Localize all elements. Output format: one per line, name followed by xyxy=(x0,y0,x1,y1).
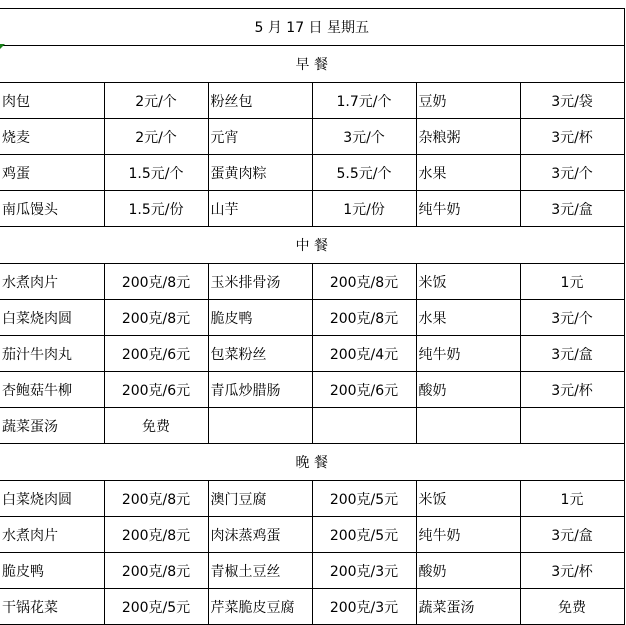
dish-name: 芹菜脆皮豆腐 xyxy=(208,589,312,625)
dish-name: 蔬菜蛋汤 xyxy=(416,589,520,625)
breakfast-heading: 早 餐 xyxy=(0,46,624,83)
dish-price xyxy=(520,408,624,444)
dish-price: 3元/个 xyxy=(312,119,416,155)
dish-price: 2元/个 xyxy=(104,119,208,155)
dish-name: 南瓜馒头 xyxy=(0,191,104,227)
dish-name: 蔬菜蛋汤 xyxy=(0,408,104,444)
dish-price: 200克/6元 xyxy=(104,372,208,408)
menu-row xyxy=(0,481,624,517)
dish-name: 酸奶 xyxy=(416,553,520,589)
dish-name: 纯牛奶 xyxy=(416,517,520,553)
dish-name: 蛋黄肉粽 xyxy=(208,155,312,191)
dish-name: 干锅花菜 xyxy=(0,589,104,625)
dish-price: 3元/盒 xyxy=(520,191,624,227)
menu-row xyxy=(0,191,624,227)
dish-name: 鸡蛋 xyxy=(0,155,104,191)
dish-name: 澳门豆腐 xyxy=(208,481,312,517)
dish-price: 200克/8元 xyxy=(104,264,208,300)
dish-price: 免费 xyxy=(104,408,208,444)
dish-name: 水果 xyxy=(416,300,520,336)
dish-name: 米饭 xyxy=(416,264,520,300)
dish-name: 玉米排骨汤 xyxy=(208,264,312,300)
dish-price: 3元/杯 xyxy=(520,119,624,155)
menu-row xyxy=(0,408,624,444)
dish-name: 茄汁牛肉丸 xyxy=(0,336,104,372)
dish-price: 1.7元/个 xyxy=(312,83,416,119)
dish-price: 200克/8元 xyxy=(104,481,208,517)
dish-price: 200克/5元 xyxy=(312,517,416,553)
dish-price: 200克/5元 xyxy=(312,481,416,517)
dish-name: 脆皮鸭 xyxy=(208,300,312,336)
dish-name: 青椒土豆丝 xyxy=(208,553,312,589)
dish-price: 2元/个 xyxy=(104,83,208,119)
menu-row xyxy=(0,517,624,553)
dish-price: 免费 xyxy=(520,589,624,625)
dish-name: 山芋 xyxy=(208,191,312,227)
menu-row xyxy=(0,119,624,155)
dish-price: 3元/个 xyxy=(520,155,624,191)
menu-row xyxy=(0,300,624,336)
lunch-heading: 中 餐 xyxy=(0,227,624,264)
dish-price: 200克/8元 xyxy=(104,300,208,336)
dish-price: 200克/8元 xyxy=(104,553,208,589)
dinner-heading: 晚 餐 xyxy=(0,444,624,481)
menu-row xyxy=(0,264,624,300)
dish-name: 青瓜炒腊肠 xyxy=(208,372,312,408)
dish-price: 1.5元/份 xyxy=(104,191,208,227)
menu-row xyxy=(0,553,624,589)
dish-price: 200克/4元 xyxy=(312,336,416,372)
dish-name: 纯牛奶 xyxy=(416,191,520,227)
dish-name: 包菜粉丝 xyxy=(208,336,312,372)
dish-price: 5.5元/个 xyxy=(312,155,416,191)
dish-price: 3元/盒 xyxy=(520,517,624,553)
lunch-heading-row xyxy=(0,227,624,264)
dish-price: 200克/8元 xyxy=(312,300,416,336)
menu-row xyxy=(0,83,624,119)
dish-name: 元宵 xyxy=(208,119,312,155)
menu-row xyxy=(0,372,624,408)
dish-name xyxy=(208,408,312,444)
dish-price: 3元/盒 xyxy=(520,336,624,372)
dish-name: 水果 xyxy=(416,155,520,191)
dish-price: 3元/杯 xyxy=(520,553,624,589)
dish-price: 200克/3元 xyxy=(312,589,416,625)
dish-price: 3元/袋 xyxy=(520,83,624,119)
dish-price: 1.5元/个 xyxy=(104,155,208,191)
dish-price: 1元 xyxy=(520,481,624,517)
dish-price: 200克/8元 xyxy=(312,264,416,300)
dish-name: 烧麦 xyxy=(0,119,104,155)
dish-name: 肉包 xyxy=(0,83,104,119)
dish-name: 肉沫蒸鸡蛋 xyxy=(208,517,312,553)
dish-name: 纯牛奶 xyxy=(416,336,520,372)
menu-row xyxy=(0,589,624,625)
dish-name: 杏鲍菇牛柳 xyxy=(0,372,104,408)
dish-price: 200克/6元 xyxy=(312,372,416,408)
cell-marker xyxy=(0,44,5,49)
dish-name: 杂粮粥 xyxy=(416,119,520,155)
dish-price: 200克/3元 xyxy=(312,553,416,589)
dish-price: 3元/杯 xyxy=(520,372,624,408)
page-title: 5 月 17 日 星期五 xyxy=(0,9,624,46)
dish-price: 1元/份 xyxy=(312,191,416,227)
dish-price: 200克/5元 xyxy=(104,589,208,625)
dish-name: 白菜烧肉圆 xyxy=(0,481,104,517)
dish-name: 白菜烧肉圆 xyxy=(0,300,104,336)
title-row xyxy=(0,9,624,46)
dish-price: 200克/8元 xyxy=(104,517,208,553)
dish-name: 水煮肉片 xyxy=(0,264,104,300)
menu-row xyxy=(0,155,624,191)
dish-price: 200克/6元 xyxy=(104,336,208,372)
dish-name xyxy=(416,408,520,444)
dish-name: 粉丝包 xyxy=(208,83,312,119)
dish-name: 酸奶 xyxy=(416,372,520,408)
dish-name: 水煮肉片 xyxy=(0,517,104,553)
dish-name: 脆皮鸭 xyxy=(0,553,104,589)
menu-row xyxy=(0,336,624,372)
dish-price: 3元/个 xyxy=(520,300,624,336)
dish-price: 1元 xyxy=(520,264,624,300)
breakfast-heading-row xyxy=(0,46,624,83)
dish-name: 米饭 xyxy=(416,481,520,517)
dish-price xyxy=(312,408,416,444)
dish-name: 豆奶 xyxy=(416,83,520,119)
menu-table xyxy=(0,8,625,625)
dinner-heading-row xyxy=(0,444,624,481)
